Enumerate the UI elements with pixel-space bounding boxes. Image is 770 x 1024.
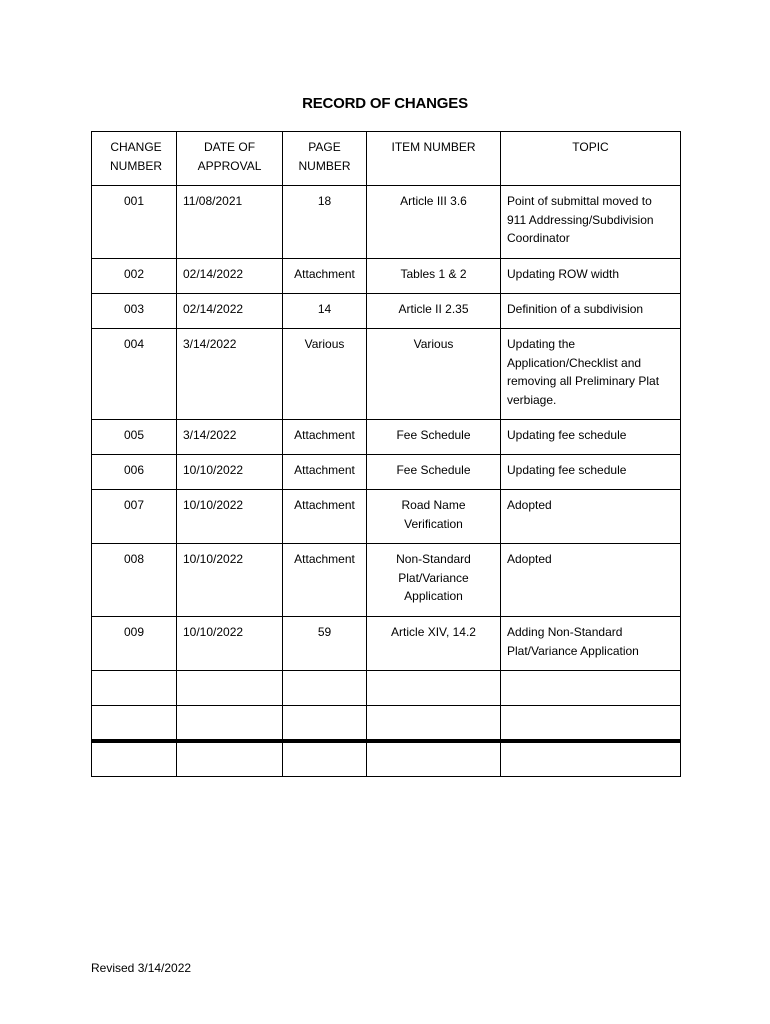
record-of-changes-table xyxy=(91,131,681,777)
cell-item: Tables 1 & 2 xyxy=(367,259,501,294)
cell-change: 003 xyxy=(92,294,177,329)
empty-cell xyxy=(177,706,283,741)
empty-table-row xyxy=(92,706,681,741)
empty-table-row xyxy=(92,671,681,706)
cell-item: Article II 2.35 xyxy=(367,294,501,329)
table-row xyxy=(92,490,681,544)
cell-page: Attachment xyxy=(283,455,367,490)
empty-cell xyxy=(283,671,367,706)
cell-item: Road Name Verification xyxy=(367,490,501,544)
table-header-row xyxy=(92,132,681,186)
cell-item: Fee Schedule xyxy=(367,455,501,490)
table-row xyxy=(92,617,681,671)
cell-date: 02/14/2022 xyxy=(177,259,283,294)
cell-date: 02/14/2022 xyxy=(177,294,283,329)
cell-change: 009 xyxy=(92,617,177,671)
cell-item: Article III 3.6 xyxy=(367,186,501,259)
empty-cell xyxy=(283,706,367,741)
empty-table-row xyxy=(92,741,681,777)
cell-change: 008 xyxy=(92,544,177,617)
empty-cell xyxy=(92,741,177,777)
empty-cell xyxy=(92,671,177,706)
cell-item: Article XIV, 14.2 xyxy=(367,617,501,671)
header-change-number: CHANGE NUMBER xyxy=(92,132,177,186)
cell-item: Fee Schedule xyxy=(367,420,501,455)
cell-topic: Updating the Application/Checklist and removing all Preliminary Plat verbiage. xyxy=(501,329,681,420)
cell-date: 10/10/2022 xyxy=(177,617,283,671)
table-row xyxy=(92,544,681,617)
cell-topic: Updating fee schedule xyxy=(501,455,681,490)
cell-change: 002 xyxy=(92,259,177,294)
cell-date: 11/08/2021 xyxy=(177,186,283,259)
cell-page: Attachment xyxy=(283,544,367,617)
cell-change: 007 xyxy=(92,490,177,544)
header-topic: TOPIC xyxy=(501,132,681,186)
cell-item: Various xyxy=(367,329,501,420)
table-row xyxy=(92,329,681,420)
table-row xyxy=(92,186,681,259)
empty-cell xyxy=(501,671,681,706)
empty-cell xyxy=(501,741,681,777)
cell-page: 59 xyxy=(283,617,367,671)
cell-topic: Updating ROW width xyxy=(501,259,681,294)
cell-page: Attachment xyxy=(283,259,367,294)
cell-date: 10/10/2022 xyxy=(177,544,283,617)
cell-change: 001 xyxy=(92,186,177,259)
cell-page: 18 xyxy=(283,186,367,259)
cell-change: 004 xyxy=(92,329,177,420)
empty-cell xyxy=(92,706,177,741)
cell-topic: Point of submittal moved to 911 Addressing/Subdivision Coordinator xyxy=(501,186,681,259)
cell-page: 14 xyxy=(283,294,367,329)
table-row xyxy=(92,455,681,490)
cell-date: 10/10/2022 xyxy=(177,455,283,490)
cell-topic: Adding Non-Standard Plat/Variance Application xyxy=(501,617,681,671)
cell-page: Attachment xyxy=(283,490,367,544)
cell-topic: Definition of a subdivision xyxy=(501,294,681,329)
cell-topic: Updating fee schedule xyxy=(501,420,681,455)
header-item-number: ITEM NUMBER xyxy=(367,132,501,186)
cell-page: Attachment xyxy=(283,420,367,455)
cell-date: 3/14/2022 xyxy=(177,420,283,455)
header-page-number: PAGE NUMBER xyxy=(283,132,367,186)
cell-topic: Adopted xyxy=(501,544,681,617)
cell-change: 005 xyxy=(92,420,177,455)
cell-item: Non-Standard Plat/Variance Application xyxy=(367,544,501,617)
revision-footer: Revised 3/14/2022 xyxy=(91,961,192,975)
table-row xyxy=(92,420,681,455)
empty-cell xyxy=(367,741,501,777)
table-row xyxy=(92,294,681,329)
empty-cell xyxy=(283,741,367,777)
empty-cell xyxy=(367,671,501,706)
cell-date: 10/10/2022 xyxy=(177,490,283,544)
cell-date: 3/14/2022 xyxy=(177,329,283,420)
header-date-of-approval: DATE OF APPROVAL xyxy=(177,132,283,186)
empty-cell xyxy=(501,706,681,741)
cell-topic: Adopted xyxy=(501,490,681,544)
empty-cell xyxy=(177,741,283,777)
empty-cell xyxy=(177,671,283,706)
empty-cell xyxy=(367,706,501,741)
cell-page: Various xyxy=(283,329,367,420)
cell-change: 006 xyxy=(92,455,177,490)
page-title: RECORD OF CHANGES xyxy=(302,95,468,112)
table-row xyxy=(92,259,681,294)
